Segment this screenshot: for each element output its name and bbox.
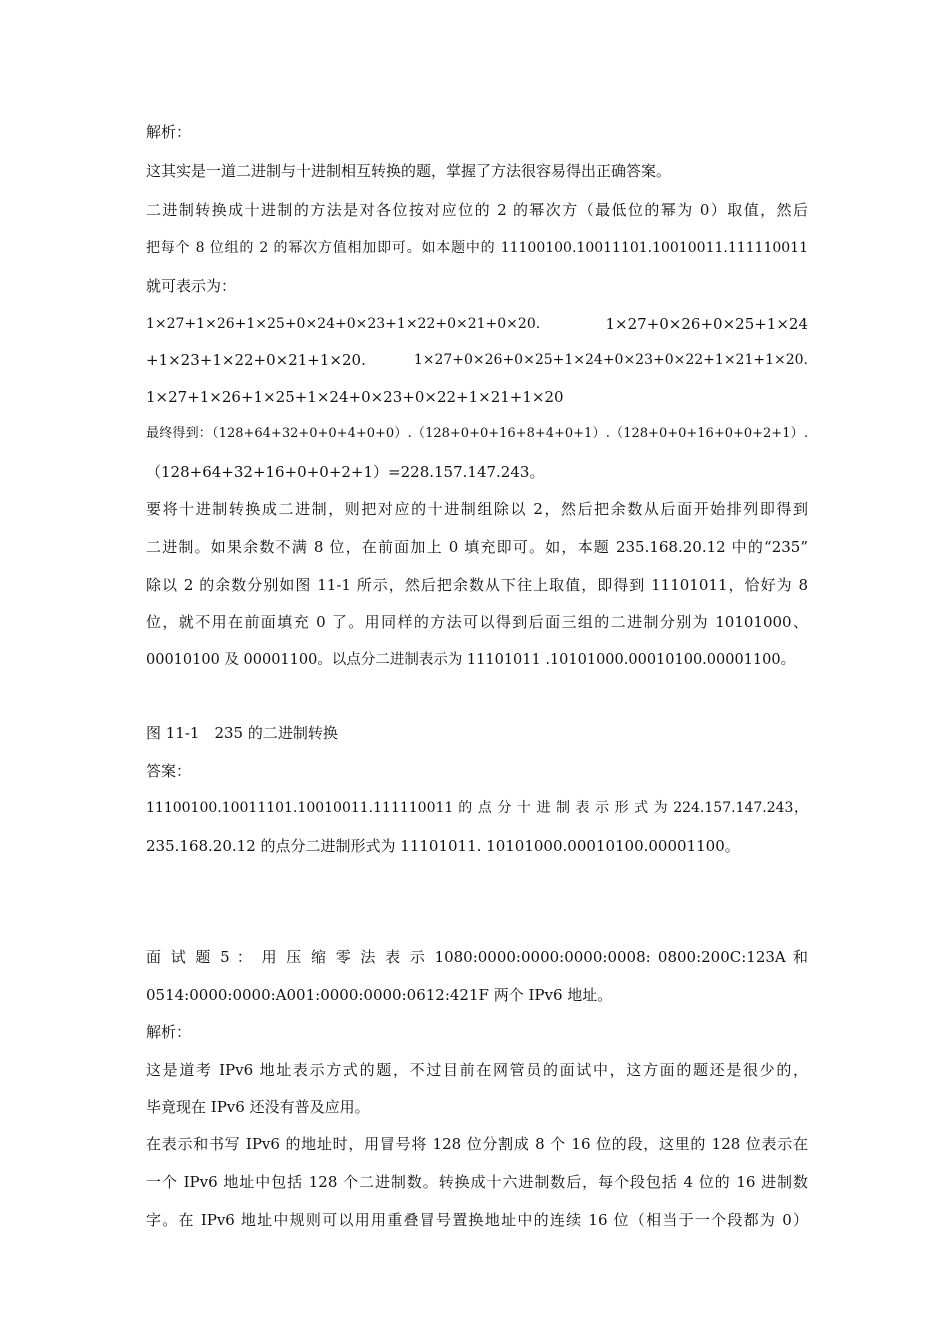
formula-2-part-b: +1×23+1×22+0×21+1×20. — [146, 351, 366, 369]
decimal-to-binary-line-1: 要将十进制转换成二进制，则把对应的十进制组除以 2，然后把余数从后面开始排列即得到 — [146, 500, 808, 518]
answer-line-2: 235.168.20.12 的点分二进制形式为 11101011. 10101000.00010100.00001100。 — [146, 837, 740, 855]
ipv6-paragraph-2-line-2: 一个 IPv6 地址中包括 128 个二进制数。转换成十六进制数后，每个段包括 4 位的 16 进制数 — [146, 1173, 808, 1191]
analysis-label-2: 解析： — [146, 1023, 192, 1041]
intro-paragraph: 这其实是一道二进制与十进制相互转换的题，掌握了方法很容易得出正确答案。 — [146, 162, 672, 180]
method-line-1: 二进制转换成十进制的方法是对各位按对应位的 2 的幂次方（最低位的幂为 0）取值，然后 — [146, 201, 808, 219]
question-5-line-1: 面 试 题 5 ： 用 压 缩 零 法 表 示 1080:0000:0000:0000:0008: 0800:200C:123A 和 — [146, 948, 808, 966]
analysis-label: 解析： — [146, 123, 192, 141]
ipv6-paragraph-2-line-3: 字。在 IPv6 地址中规则可以用用重叠冒号置换地址中的连续 16 位（相当于一个段都为 0） — [146, 1211, 808, 1229]
formula-4: 1×27+1×26+1×25+1×24+0×23+0×22+1×21+1×20 — [146, 388, 564, 406]
formula-1: 1×27+1×26+1×25+0×24+0×23+1×22+0×21+0×20. — [146, 316, 541, 332]
formula-2-part-a: 1×27+0×26+0×25+1×24 — [605, 315, 808, 333]
ipv6-paragraph-2-line-1: 在表示和书写 IPv6 的地址时，用冒号将 128 位分割成 8 个 16 位的段，这里的 128 位表示在 — [146, 1135, 808, 1153]
method-line-3: 就可表示为： — [146, 277, 237, 295]
decimal-to-binary-line-4: 位，就不用在前面填充 0 了。用同样的方法可以得到后面三组的二进制分别为 10101000、 — [146, 613, 808, 631]
decimal-to-binary-line-2: 二进制。如果余数不满 8 位，在前面加上 0 填充即可。如，本题 235.168.20.12 中的“235” — [146, 538, 808, 556]
answer-label: 答案： — [146, 762, 192, 780]
figure-caption: 图 11-1 235 的二进制转换 — [146, 724, 338, 742]
formula-3: 1×27+0×26+0×25+1×24+0×23+0×22+1×21+1×20. — [413, 352, 808, 368]
ipv6-paragraph-1-line-2: 毕竟现在 IPv6 还没有普及应用。 — [146, 1098, 370, 1116]
decimal-to-binary-line-3: 除以 2 的余数分别如图 11-1 所示，然后把余数从下往上取值，即得到 11101011，恰好为 8 — [146, 576, 808, 594]
result-line-2: （128+64+32+16+0+0+2+1）=228.157.147.243。 — [146, 463, 545, 481]
answer-line-1: 11100100.10011101.10010011.111110011 的 点 分 十 进 制 表 示 形 式 为 224.157.147.243， — [146, 800, 808, 816]
question-5-line-2: 0514:0000:0000:A001:0000:0000:0612:421F 两个 IPv6 地址。 — [146, 986, 613, 1004]
decimal-to-binary-line-5: 00010100 及 00001100。以点分二进制表示为 11101011 .10101000.00010100.00001100。 — [146, 652, 796, 668]
method-line-2: 把每个 8 位组的 2 的幂次方值相加即可。如本题中的 11100100.10011101.10010011.111110011 — [146, 240, 808, 256]
ipv6-paragraph-1-line-1: 这是道考 IPv6 地址表示方式的题，不过目前在网管员的面试中，这方面的题还是很少的， — [146, 1061, 808, 1079]
result-line-1: 最终得到：（128+64+32+0+0+4+0+0）.（128+0+0+16+8+4+0+1）.（128+0+0+16+0+0+2+1）. — [146, 426, 808, 441]
